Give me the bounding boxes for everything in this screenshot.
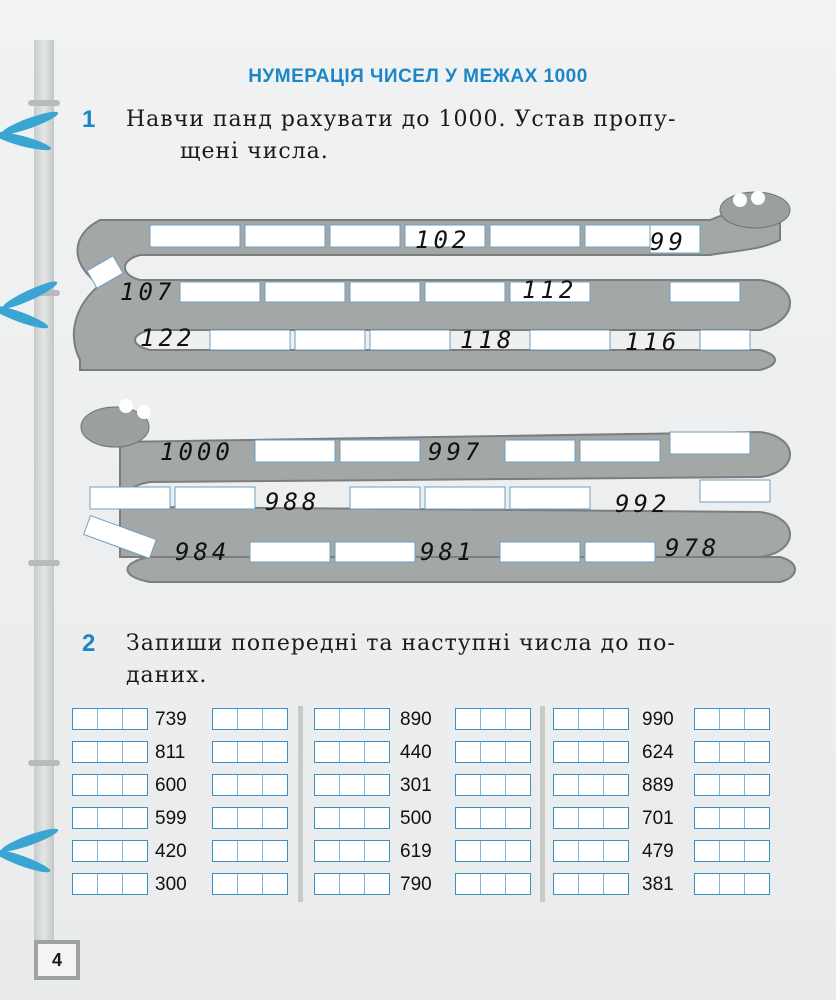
digit-box[interactable] [73,841,98,861]
digit-box[interactable] [481,841,506,861]
digit-box[interactable] [123,775,147,795]
snake2-value-984: 984 [175,538,231,566]
digit-box[interactable] [263,808,287,828]
digit-box[interactable] [213,808,238,828]
given-number: 619 [400,841,432,862]
next-number-boxes[interactable] [455,708,531,730]
digit-box[interactable] [365,742,389,762]
previous-number-boxes[interactable] [72,840,148,862]
snake-eye [137,405,151,419]
given-number: 301 [400,775,432,796]
given-number: 420 [155,841,187,862]
digit-box[interactable] [340,808,365,828]
digit-box[interactable] [604,775,628,795]
snake1-value-107: 107 [120,278,176,306]
previous-number-boxes[interactable] [72,741,148,763]
digit-box[interactable] [315,841,340,861]
page-number: 4 [34,940,80,980]
snake1-value-116: 116 [625,328,681,356]
digit-box[interactable] [365,775,389,795]
column-divider [298,706,303,902]
task-1-number: 1 [82,106,96,133]
digit-box[interactable] [506,841,530,861]
digit-box[interactable] [456,709,481,729]
given-number: 739 [155,709,187,730]
previous-number-boxes[interactable] [553,840,629,862]
previous-number-boxes[interactable] [314,708,390,730]
digit-box[interactable] [340,742,365,762]
snake1-value-102: 102 [415,226,471,254]
given-number: 990 [642,709,674,730]
snake2-value-978: 978 [665,534,721,562]
digit-box[interactable] [238,808,263,828]
digit-box[interactable] [695,742,720,762]
snake2-value-997: 997 [428,438,484,466]
digit-box[interactable] [340,775,365,795]
digit-box[interactable] [98,874,123,894]
digit-box[interactable] [98,775,123,795]
given-number: 479 [642,841,674,862]
next-number-boxes[interactable] [212,873,288,895]
next-number-boxes[interactable] [212,807,288,829]
digit-box[interactable] [73,775,98,795]
previous-number-boxes[interactable] [72,774,148,796]
digit-box[interactable] [340,874,365,894]
digit-box[interactable] [73,742,98,762]
digit-box[interactable] [695,808,720,828]
digit-box[interactable] [456,775,481,795]
next-number-boxes[interactable] [694,840,770,862]
given-number: 811 [155,742,186,763]
task-2-instruction-line1: Запиши попередні та наступні числа до по- [126,631,676,656]
digit-box[interactable] [456,841,481,861]
digit-box[interactable] [745,808,769,828]
digit-box[interactable] [481,775,506,795]
task-1-instruction-line2: щені числа. [180,139,329,164]
snake2-value-988: 988 [265,488,321,516]
digit-box[interactable] [238,742,263,762]
given-number: 624 [642,742,674,763]
digit-box[interactable] [238,841,263,861]
bamboo-node [28,560,60,566]
digit-box[interactable] [481,709,506,729]
previous-number-boxes[interactable] [553,807,629,829]
digit-box[interactable] [695,841,720,861]
digit-box[interactable] [554,841,579,861]
snake1-value-122: 122 [140,324,196,352]
previous-number-boxes[interactable] [314,840,390,862]
digit-box[interactable] [554,709,579,729]
given-number: 440 [400,742,432,763]
bamboo-stalk [34,40,54,940]
digit-box[interactable] [506,775,530,795]
digit-box[interactable] [365,709,389,729]
section-title: НУМЕРАЦІЯ ЧИСЕЛ У МЕЖАХ 1000 [248,66,588,87]
digit-box[interactable] [579,874,604,894]
previous-number-boxes[interactable] [314,873,390,895]
task-2-instruction-line2: даних. [126,663,208,688]
digit-box[interactable] [238,775,263,795]
digit-box[interactable] [579,775,604,795]
digit-box[interactable] [263,709,287,729]
digit-box[interactable] [98,841,123,861]
digit-box[interactable] [213,874,238,894]
digit-box[interactable] [456,874,481,894]
given-number: 300 [155,874,187,895]
digit-box[interactable] [745,709,769,729]
previous-number-boxes[interactable] [72,873,148,895]
digit-box[interactable] [554,808,579,828]
next-number-boxes[interactable] [212,774,288,796]
digit-box[interactable] [720,775,745,795]
digit-box[interactable] [315,808,340,828]
digit-box[interactable] [123,709,147,729]
digit-box[interactable] [554,874,579,894]
previous-number-boxes[interactable] [314,807,390,829]
digit-box[interactable] [579,742,604,762]
digit-box[interactable] [554,775,579,795]
digit-box[interactable] [745,841,769,861]
next-number-boxes[interactable] [212,708,288,730]
next-number-boxes[interactable] [694,807,770,829]
snake2-value-1000: 1000 [160,438,234,466]
digit-box[interactable] [123,841,147,861]
snake1-value-112: 112 [522,276,578,304]
digit-box[interactable] [456,742,481,762]
digit-box[interactable] [315,742,340,762]
task-2-number: 2 [82,630,96,657]
given-number: 600 [155,775,187,796]
task-1-instruction-line1: Навчи панд рахувати до 1000. Устав пропу- [126,107,677,132]
previous-number-boxes[interactable] [553,708,629,730]
digit-box[interactable] [263,874,287,894]
digit-box[interactable] [340,709,365,729]
given-number: 889 [642,775,674,796]
snake-number-track-1 [60,180,810,380]
digit-box[interactable] [604,874,628,894]
given-number: 381 [642,874,674,895]
given-number: 890 [400,709,432,730]
previous-number-boxes[interactable] [72,807,148,829]
digit-box[interactable] [506,742,530,762]
digit-box[interactable] [506,808,530,828]
digit-box[interactable] [604,841,628,861]
digit-box[interactable] [365,808,389,828]
digit-box[interactable] [238,874,263,894]
digit-box[interactable] [745,775,769,795]
next-number-boxes[interactable] [455,807,531,829]
digit-box[interactable] [73,709,98,729]
digit-box[interactable] [73,874,98,894]
next-number-boxes[interactable] [694,741,770,763]
digit-box[interactable] [456,808,481,828]
digit-box[interactable] [481,808,506,828]
digit-box[interactable] [745,874,769,894]
given-number: 500 [400,808,432,829]
digit-box[interactable] [481,742,506,762]
digit-box[interactable] [720,742,745,762]
digit-box[interactable] [506,709,530,729]
column-divider [540,706,545,902]
next-number-boxes[interactable] [455,840,531,862]
digit-box[interactable] [579,841,604,861]
digit-box[interactable] [73,808,98,828]
given-number: 599 [155,808,187,829]
digit-box[interactable] [315,874,340,894]
digit-box[interactable] [695,775,720,795]
next-number-boxes[interactable] [455,741,531,763]
digit-box[interactable] [213,841,238,861]
snake1-value-99: 99 [650,228,687,256]
digit-box[interactable] [263,841,287,861]
snake-eye [751,191,765,205]
previous-number-boxes[interactable] [314,741,390,763]
digit-box[interactable] [720,808,745,828]
digit-box[interactable] [720,841,745,861]
snake-eye [733,193,747,207]
digit-box[interactable] [98,808,123,828]
snake1-value-118: 118 [460,326,516,354]
next-number-boxes[interactable] [694,873,770,895]
digit-box[interactable] [263,775,287,795]
digit-box[interactable] [213,775,238,795]
digit-box[interactable] [238,709,263,729]
given-number: 701 [642,808,674,829]
snake2-value-992: 992 [615,490,671,518]
digit-box[interactable] [745,742,769,762]
digit-box[interactable] [579,808,604,828]
digit-box[interactable] [604,709,628,729]
previous-number-boxes[interactable] [553,774,629,796]
previous-number-boxes[interactable] [314,774,390,796]
given-number: 790 [400,874,432,895]
digit-box[interactable] [123,874,147,894]
digit-box[interactable] [695,709,720,729]
digit-box[interactable] [213,709,238,729]
digit-box[interactable] [98,742,123,762]
previous-number-boxes[interactable] [72,708,148,730]
digit-box[interactable] [604,808,628,828]
bamboo-node [28,760,60,766]
snake-number-track-2 [60,392,810,592]
digit-box[interactable] [554,742,579,762]
next-number-boxes[interactable] [694,708,770,730]
digit-box[interactable] [481,874,506,894]
next-number-boxes[interactable] [212,840,288,862]
digit-box[interactable] [98,709,123,729]
digit-box[interactable] [213,742,238,762]
digit-box[interactable] [720,709,745,729]
digit-box[interactable] [365,841,389,861]
digit-box[interactable] [695,874,720,894]
snake-eye [119,399,133,413]
snake2-value-981: 981 [420,538,476,566]
digit-box[interactable] [263,742,287,762]
digit-box[interactable] [365,874,389,894]
previous-number-boxes[interactable] [553,741,629,763]
digit-box[interactable] [506,874,530,894]
digit-box[interactable] [579,709,604,729]
previous-number-boxes[interactable] [553,873,629,895]
next-number-boxes[interactable] [694,774,770,796]
next-number-boxes[interactable] [212,741,288,763]
digit-box[interactable] [123,742,147,762]
digit-box[interactable] [123,808,147,828]
digit-box[interactable] [340,841,365,861]
next-number-boxes[interactable] [455,873,531,895]
digit-box[interactable] [720,874,745,894]
next-number-boxes[interactable] [455,774,531,796]
digit-box[interactable] [604,742,628,762]
bamboo-node [28,100,60,106]
digit-box[interactable] [315,775,340,795]
digit-box[interactable] [315,709,340,729]
